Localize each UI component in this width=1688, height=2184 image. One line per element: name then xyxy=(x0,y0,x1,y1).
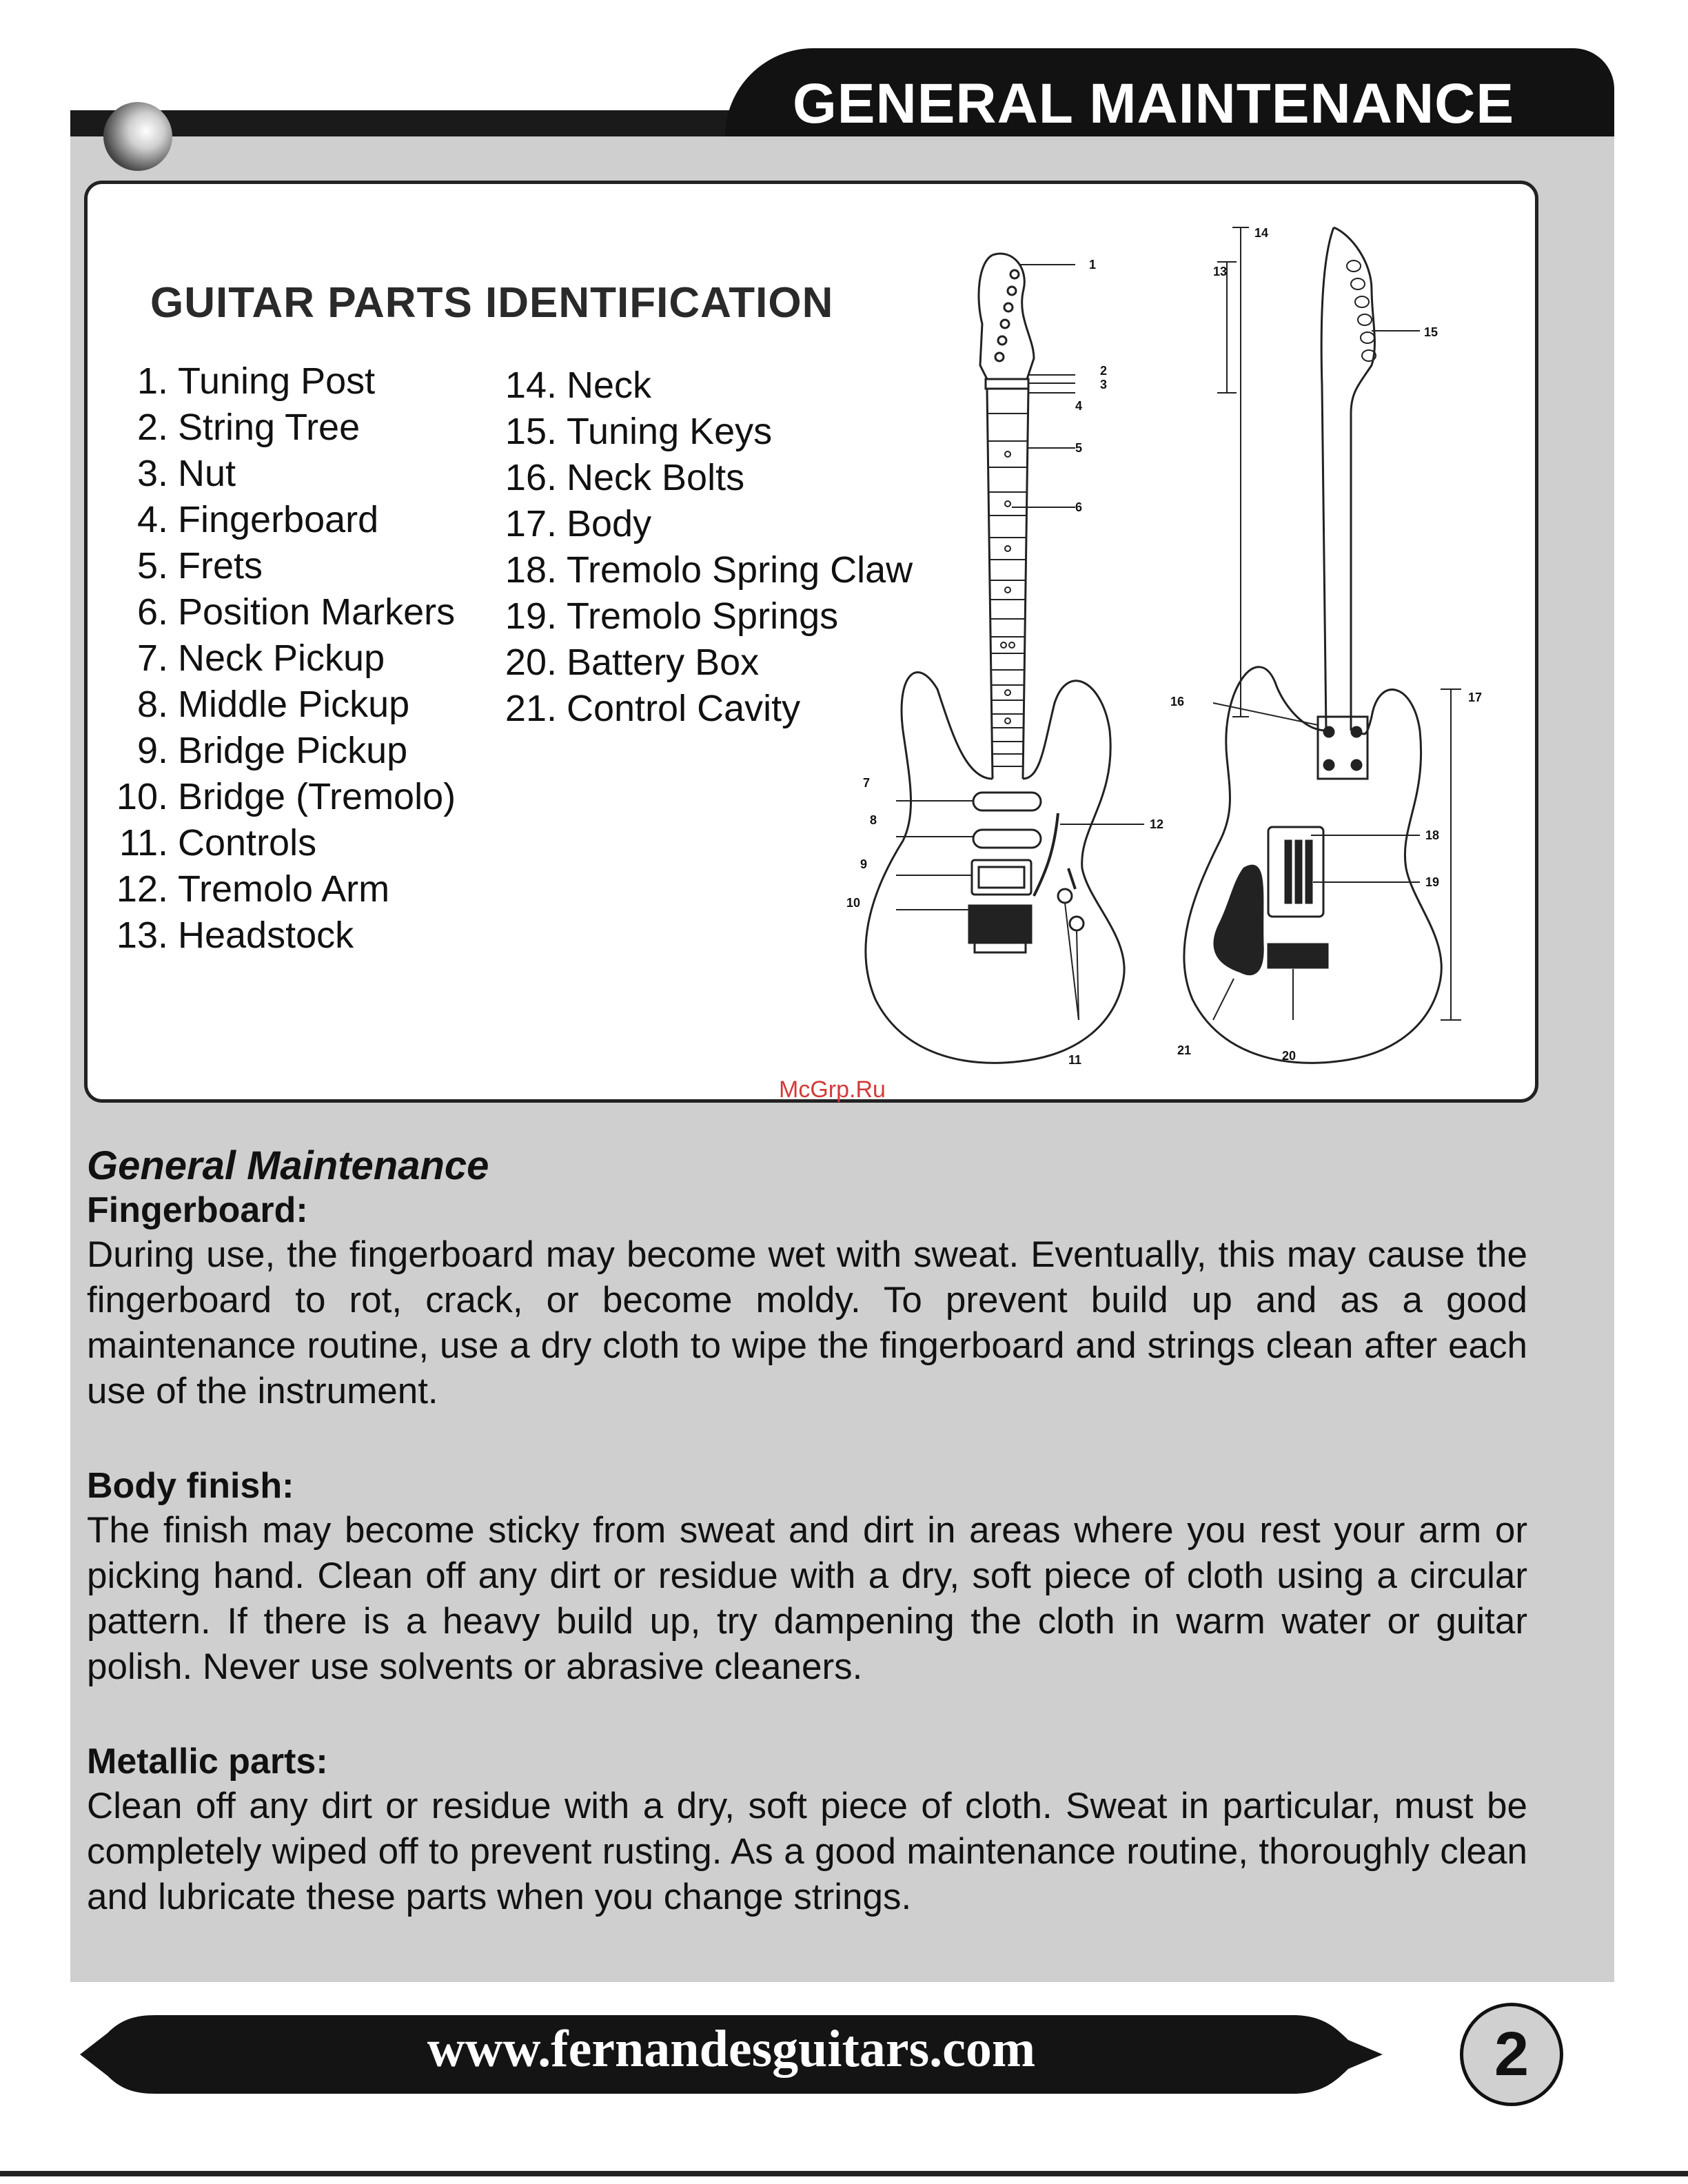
fingerboard-text: During use, the fingerboard may become wet with sweat. Eventually, this may cause the fingerboard to rot, crack, or become moldy. To prevent build up and as a good maintenance routine, use a dry cloth to wipe the fingerboard and strings clean after each use of the instrument. xyxy=(87,1234,1527,1411)
part-item: 5. Frets xyxy=(136,545,263,586)
decorative-ball-icon xyxy=(103,102,172,171)
callout-14: 14 xyxy=(1254,226,1269,240)
part-item: 14. Neck xyxy=(505,365,652,406)
callout-10: 10 xyxy=(846,896,861,910)
fingerboard-heading: Fingerboard: xyxy=(87,1190,308,1230)
section-title: General Maintenance xyxy=(87,1143,489,1188)
part-item: 16. Neck Bolts xyxy=(505,457,745,498)
part-item: 17. Body xyxy=(505,503,652,544)
callout-17: 17 xyxy=(1468,691,1483,704)
callout-15: 15 xyxy=(1424,325,1438,339)
callout-4: 4 xyxy=(1075,399,1083,413)
guitar-diagram xyxy=(827,207,1503,1082)
part-item: 19. Tremolo Springs xyxy=(505,595,839,637)
callout-3: 3 xyxy=(1100,378,1108,391)
metallic-parts-section xyxy=(87,1739,1527,1920)
part-item: 2. String Tree xyxy=(136,407,360,448)
part-item: 1. Tuning Post xyxy=(136,360,376,402)
part-item: 10. Bridge (Tremolo) xyxy=(116,776,456,817)
part-item: 18. Tremolo Spring Claw xyxy=(505,549,913,591)
callout-19: 19 xyxy=(1425,875,1440,889)
body-finish-text: The finish may become sticky from sweat and dirt in areas where you rest your arm or picking hand. Clean off any dirt or residue with a dry, soft piece of cloth using a circular pattern. If there is a heavy build up, try dampening the cloth in warm water or guitar polish. Never use solvents or abrasive cleaners. xyxy=(87,1510,1527,1687)
callout-13: 13 xyxy=(1213,265,1228,278)
part-item: 21. Control Cavity xyxy=(505,688,801,729)
part-item: 12. Tremolo Arm xyxy=(116,868,390,910)
callout-20: 20 xyxy=(1282,1049,1296,1063)
page-number: 2 xyxy=(1494,2019,1529,2089)
parts-title: GUITAR PARTS IDENTIFICATION xyxy=(150,279,834,327)
part-item: 8. Middle Pickup xyxy=(136,684,410,725)
page-number-badge xyxy=(1460,2003,1563,2106)
bottom-rule xyxy=(0,2171,1688,2176)
part-item: 3. Nut xyxy=(136,453,236,494)
part-item: 11. Controls xyxy=(119,822,317,864)
body-finish-heading: Body finish: xyxy=(87,1466,294,1506)
part-item: 9. Bridge Pickup xyxy=(136,730,408,771)
part-item: 20. Battery Box xyxy=(505,642,760,683)
part-item: 4. Fingerboard xyxy=(136,499,379,540)
callout-18: 18 xyxy=(1425,828,1440,842)
body-finish-section xyxy=(87,1464,1527,1690)
callout-6: 6 xyxy=(1075,500,1083,514)
guitar-back-view xyxy=(1184,227,1442,1063)
callout-12: 12 xyxy=(1150,817,1164,831)
callout-21: 21 xyxy=(1177,1043,1192,1057)
callout-16: 16 xyxy=(1170,695,1185,708)
part-item: 7. Neck Pickup xyxy=(136,637,385,679)
callout-2: 2 xyxy=(1100,364,1108,378)
callout-5: 5 xyxy=(1075,441,1083,455)
fingerboard-section xyxy=(87,1188,1527,1414)
callout-1: 1 xyxy=(1089,258,1097,272)
part-item: 6. Position Markers xyxy=(136,591,456,633)
callout-11: 11 xyxy=(1068,1053,1082,1067)
parts-list-left xyxy=(103,358,456,959)
part-item: 15. Tuning Keys xyxy=(505,411,773,452)
callout-7: 7 xyxy=(863,776,871,790)
website-url: www.fernandesguitars.com xyxy=(427,2020,1036,2078)
metallic-parts-heading: Metallic parts: xyxy=(87,1742,328,1782)
callout-8: 8 xyxy=(870,813,877,827)
callout-9: 9 xyxy=(860,857,868,871)
watermark-text: McGrp.Ru xyxy=(779,1076,886,1103)
metallic-parts-text: Clean off any dirt or residue with a dry, soft piece of cloth. Sweat in particular, must be completely wiped off to prevent rusting. As a good maintenance routine, thoroughly clean and lubricate these parts when you change strings. xyxy=(87,1786,1527,1917)
page-title: GENERAL MAINTENANCE xyxy=(793,72,1515,135)
guitar-front-view xyxy=(866,254,1124,1063)
part-item: 13. Headstock xyxy=(116,915,354,956)
